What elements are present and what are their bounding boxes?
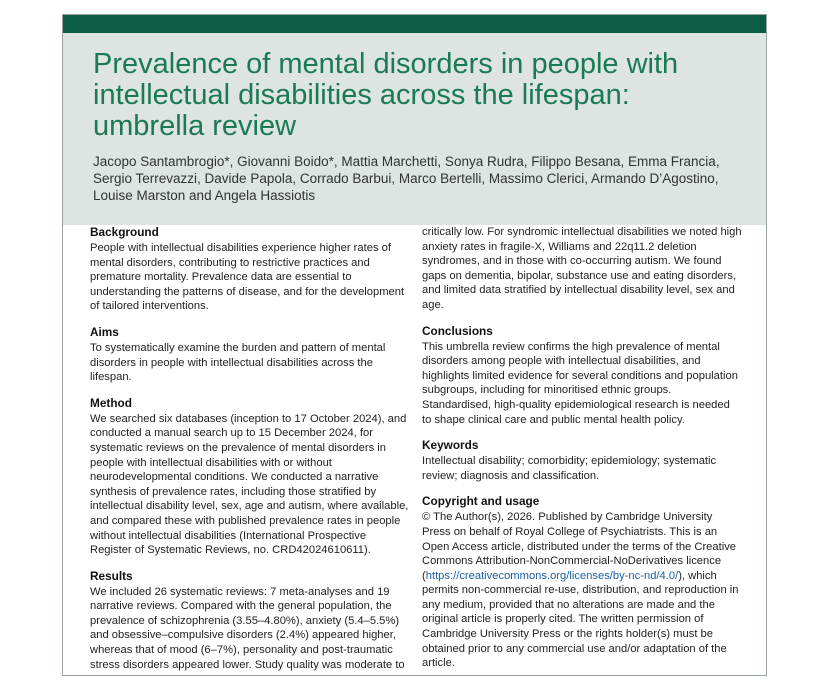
conclusions-heading: Conclusions bbox=[422, 323, 493, 338]
licence-link[interactable]: https://creativecommons.org/licenses/by-nc-nd/4.0/ bbox=[425, 569, 679, 582]
aims-section bbox=[90, 325, 410, 385]
results-section bbox=[90, 569, 410, 673]
results-continued-section bbox=[422, 225, 742, 313]
aims-heading: Aims bbox=[90, 324, 119, 339]
background-text: People with intellectual disabilities experience higher rates of mental disorders, contributing to restrictive practices and premature mortality. Prevalence data are essential to understanding the patterns of disease, and for the development of tailored interventions. bbox=[90, 242, 405, 313]
background-section bbox=[90, 225, 410, 314]
conclusions-section bbox=[422, 324, 742, 428]
method-heading: Method bbox=[90, 395, 132, 410]
keywords-heading: Keywords bbox=[422, 438, 479, 453]
results-heading: Results bbox=[90, 568, 133, 583]
article-title: Prevalence of mental disorders in people with intellectual disabilities across the lifespan: umbrella review bbox=[93, 48, 679, 142]
copyright-text bbox=[422, 510, 742, 671]
journal-top-bar bbox=[63, 15, 766, 33]
aims-text: To systematically examine the burden and pattern of mental disorders in people with intellectual disabilities across the lifespan. bbox=[90, 341, 386, 384]
results-continued-text: critically low. For syndromic intellectual disabilities we noted high anxiety rates in fragile-X, Williams and 22q11.2 deletion syndromes, and in those with co-occurring autism. We found gaps on dementia, bipolar, substance use and eating disorders, and limited data stratified by intellectual disability level, sex and age. bbox=[422, 226, 742, 311]
method-text: We searched six databases (inception to 17 October 2024), and conducted a manual search up to 15 December 2024, for systematic reviews on the prevalence of mental disorders in people with intellectual disabilities with or without neurodevelopmental conditions. We conducted a narrative synthesis of prevalence rates, including those stratified by intellectual disability level, sex, age and autism, where available, and compared these with published prevalence rates in people without intellectual disabilities (International Prospective Register of Systematic Reviews, no. CRD42024610611). bbox=[90, 412, 409, 557]
results-text: We included 26 systematic reviews: 7 meta-analyses and 19 narrative reviews. Compared with the general population, the prevalence of schizophrenia (3.55–4.80%), anxiety (5.4–5.5%) and obsessive–compulsive disorders (2.4%) appeared higher, whereas that of mood (6–7%), personality and post-traumatic stress disorders appeared lower. Study quality was moderate to bbox=[90, 585, 405, 671]
article-frame bbox=[62, 14, 767, 676]
copyright-heading: Copyright and usage bbox=[422, 494, 540, 509]
copyright-section bbox=[422, 494, 742, 671]
abstract-right-column bbox=[422, 225, 742, 676]
abstract-left-column bbox=[90, 225, 410, 676]
method-section bbox=[90, 396, 410, 558]
copyright-text-before: © The Author(s), 2026. Published by Cambridge University Press on behalf of Royal College of Psychiatrists. This is an Open Access article, distributed under the terms of the Creative Commons Attribution-NonCommercial-NoDerivatives licence ( bbox=[422, 511, 737, 582]
keywords-section bbox=[422, 438, 742, 483]
copyright-text-after: ), which permits non-commercial re-use, distribution, and reproduction in any medium, provided that no alterations are made and the original article is properly cited. The written permission of Cambridge University Press or the rights holder(s) must be obtained prior to any commercial use and/or adaptation of the article. bbox=[422, 569, 739, 670]
keywords-text: Intellectual disability; comorbidity; epidemiology; systematic review; diagnosis and classification. bbox=[422, 455, 717, 482]
background-heading: Background bbox=[90, 225, 159, 239]
conclusions-text: This umbrella review confirms the high prevalence of mental disorders among people with intellectual disabilities, and highlights limited evidence for several conditions and population subgroups, including for minoritised ethnic groups. Standardised, high-quality epidemiological research is needed to shape clinical care and public mental health policy. bbox=[422, 340, 738, 426]
author-list: Jacopo Santambrogio*, Giovanni Boido*, Mattia Marchetti, Sonya Rudra, Filippo Besana, Emma Francia, Sergio Terrevazzi, Davide Papola, Corrado Barbui, Marco Bertelli, Massimo Clerici, Armando D’Agostino, Louise Marston and Angela Hassiotis bbox=[93, 154, 720, 203]
